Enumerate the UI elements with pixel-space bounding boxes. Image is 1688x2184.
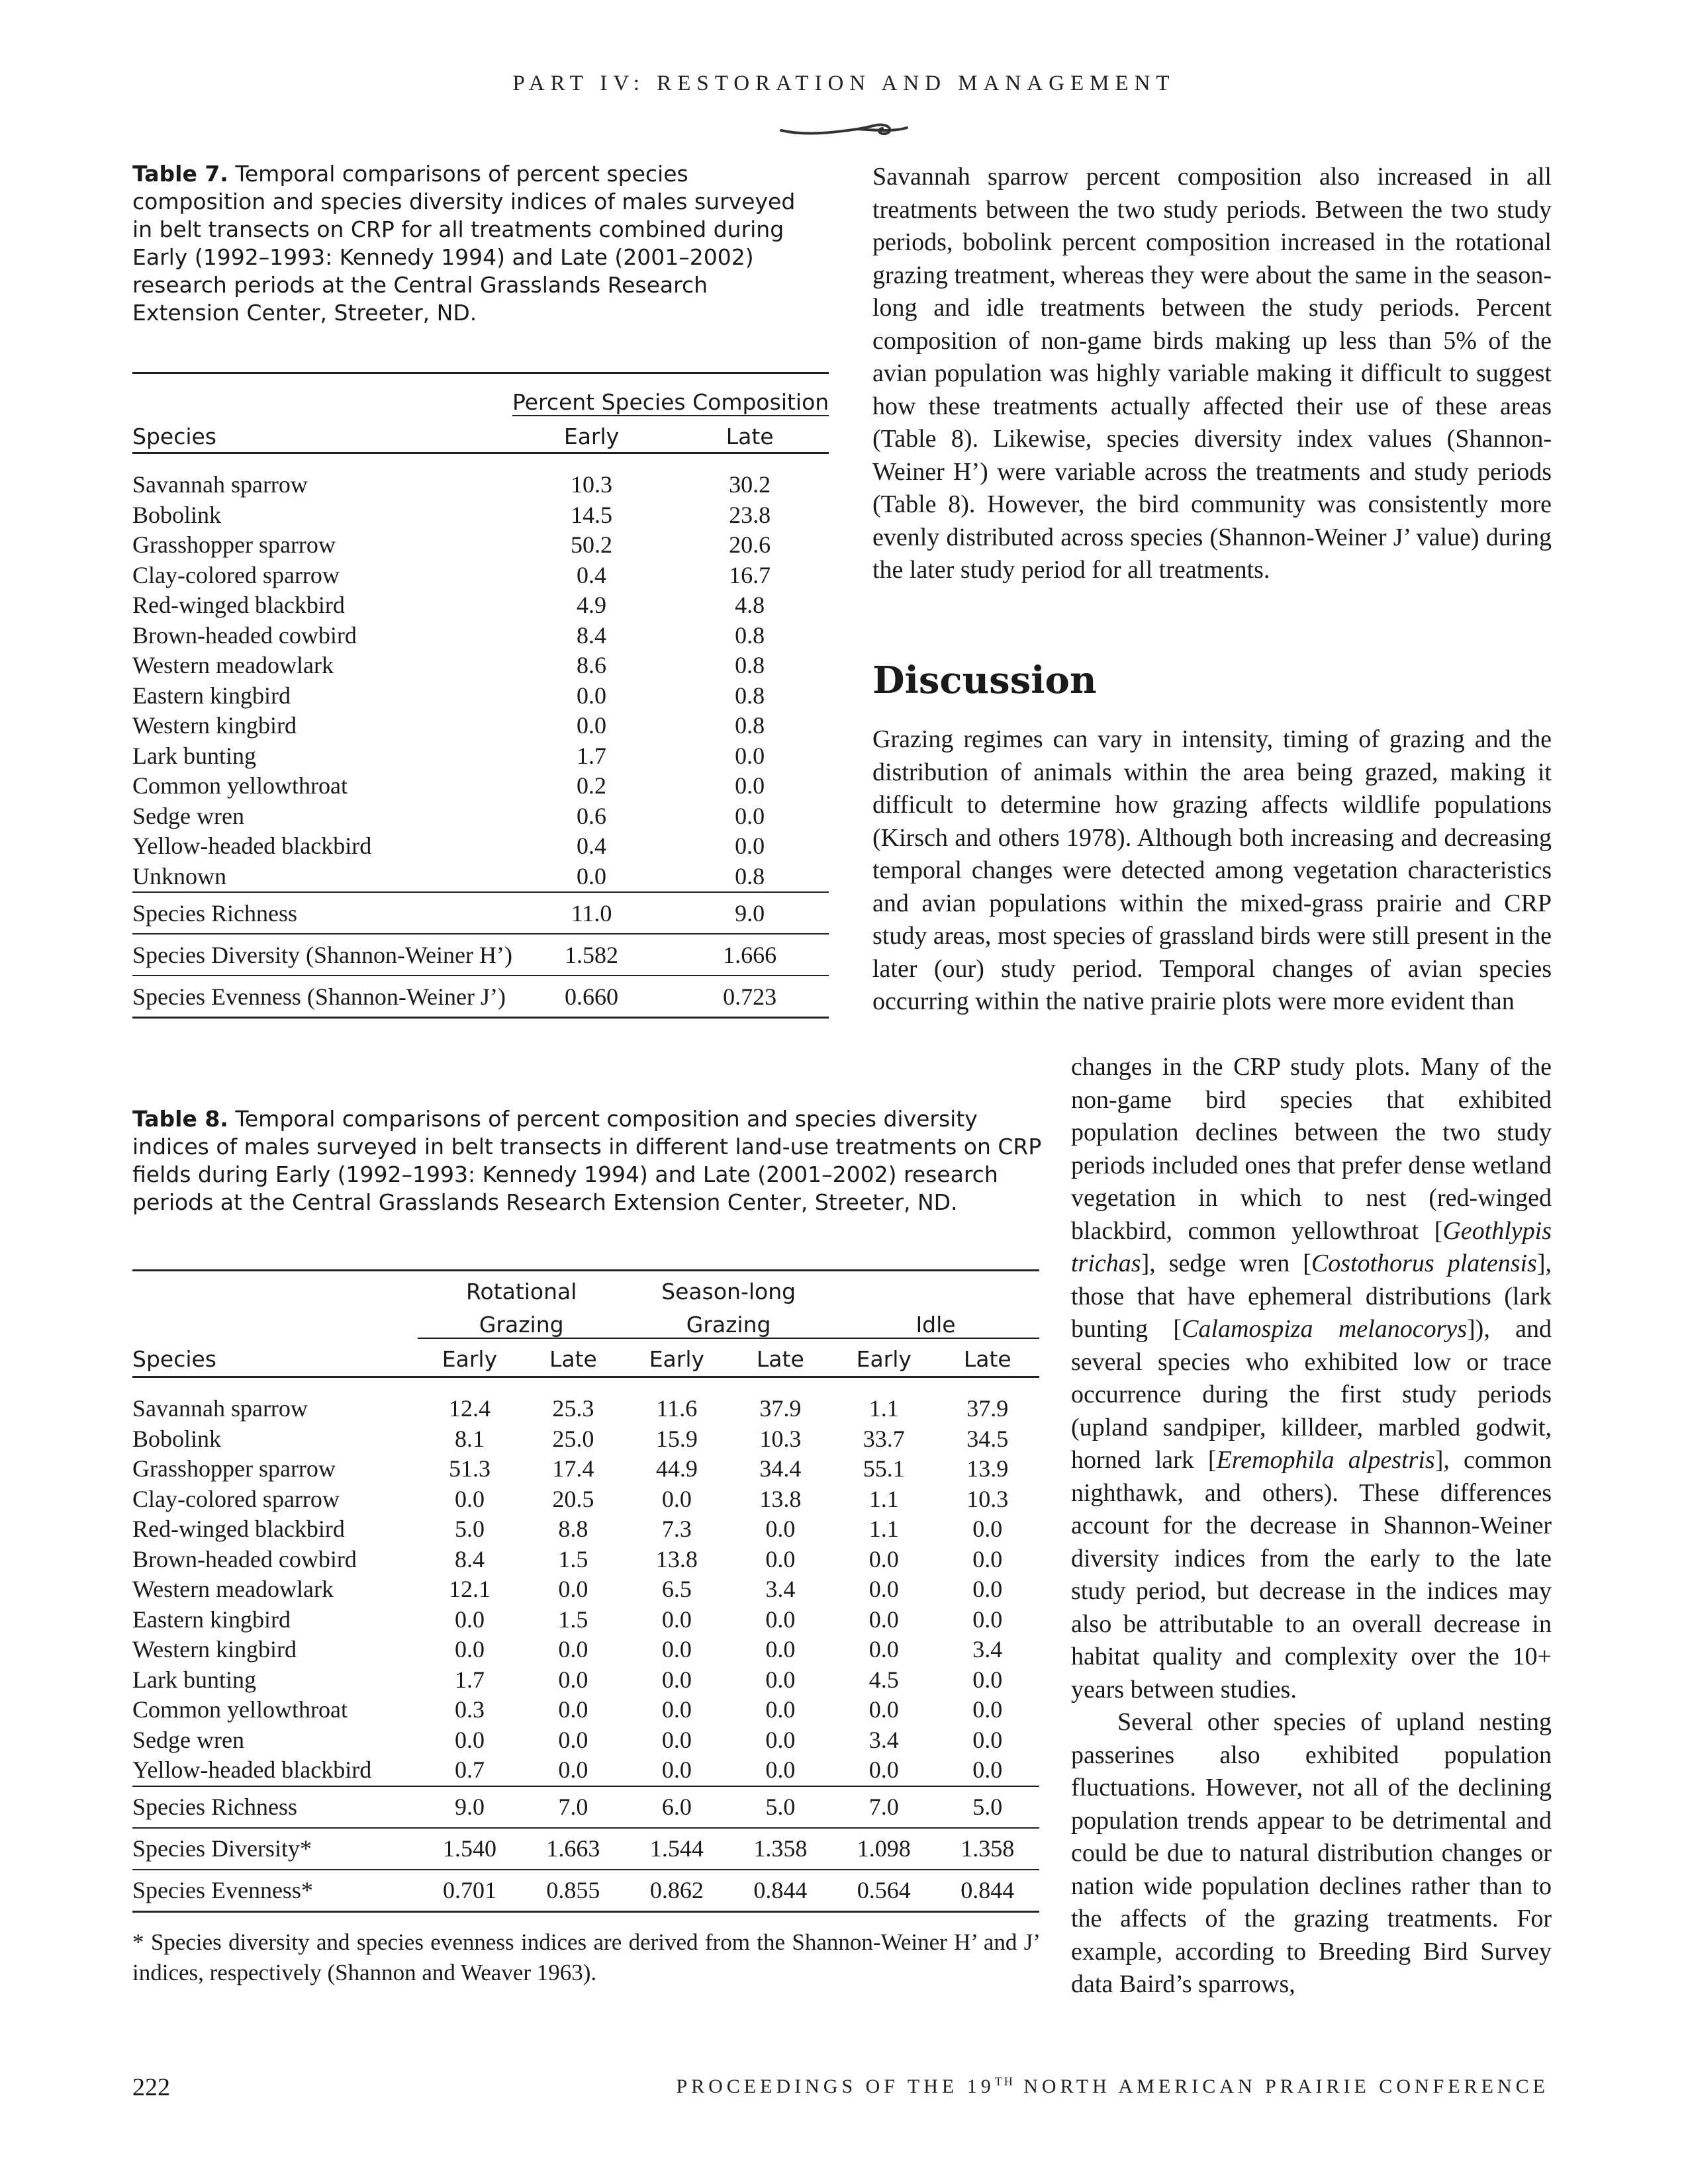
season-early-cell: 0.0 — [661, 1756, 692, 1783]
table-row — [132, 1484, 1039, 1515]
species-name-cell: Red-winged blackbird — [132, 1516, 345, 1542]
discussion-heading: Discussion — [872, 659, 1097, 702]
species-name-cell: Yellow-headed blackbird — [132, 833, 372, 859]
summary-row — [132, 1870, 1039, 1912]
rot-early-cell: 9.0 — [418, 1786, 521, 1828]
species-name-cell: Western meadowlark — [132, 1576, 334, 1602]
idle-early-cell: 1.098 — [832, 1828, 935, 1870]
season-late-cell: 10.3 — [759, 1425, 802, 1452]
table8-group-season-line1: Season-long — [661, 1279, 796, 1304]
summary-row — [132, 892, 829, 934]
table-row — [132, 1454, 1039, 1484]
late-value-cell: 0.0 — [735, 833, 765, 859]
idle-early-cell: 33.7 — [863, 1425, 905, 1452]
paragraph-2: Grazing regimes can vary in intensity, timing of grazing and the distribution of animals within the area being grazed, making it difficult to determine how grazing affects wildlife populations (Kirsch and others 1978). Although both increasing and decreasing temporal changes were detected among vegetation characteristics and avian populations within the mixed-grass prairie and CRP study areas, most species of grassland birds were still present in the later (our) study period. Temporal changes of avian species occurring within the native prairie plots were more evident than — [872, 725, 1552, 1015]
season-early-cell: 0.0 — [661, 1606, 692, 1633]
idle-late-cell: 0.0 — [972, 1545, 1003, 1572]
running-header: PART IV: RESTORATION AND MANAGEMENT — [512, 71, 1176, 95]
late-value-cell: 0.0 — [735, 742, 765, 769]
table-row — [132, 1665, 1039, 1696]
table8-group-idle: Idle — [832, 1304, 1039, 1338]
idle-late-cell: 37.9 — [966, 1395, 1009, 1422]
idle-early-cell: 1.1 — [868, 1516, 899, 1542]
table7-col-species: Species — [132, 416, 512, 453]
early-value-cell: 0.6 — [577, 802, 607, 829]
season-early-cell: 0.0 — [661, 1696, 692, 1723]
species-name-cell: Lark bunting — [132, 742, 256, 769]
table-row — [132, 741, 829, 772]
table-row — [132, 1424, 1039, 1455]
season-early-cell: 15.9 — [655, 1425, 698, 1452]
season-early-cell: 0.0 — [661, 1726, 692, 1753]
species-name-cell: Eastern kingbird — [132, 682, 291, 709]
season-late-cell: 34.4 — [759, 1455, 802, 1482]
idle-late-cell: 0.844 — [936, 1870, 1039, 1912]
rot-late-cell: 0.0 — [558, 1696, 588, 1723]
table-row — [132, 453, 829, 500]
table-row — [132, 1725, 1039, 1756]
discussion-paragraph-1 — [872, 723, 1552, 1019]
rot-late-cell: 0.0 — [558, 1636, 588, 1662]
idle-early-cell: 1.1 — [868, 1485, 899, 1512]
early-value-cell: 0.4 — [577, 561, 607, 588]
idle-early-cell: 3.4 — [868, 1726, 899, 1753]
late-value-cell: 0.0 — [735, 802, 765, 829]
idle-late-cell: 13.9 — [966, 1455, 1009, 1482]
summary-row — [132, 1786, 1039, 1828]
rot-early-cell: 0.0 — [454, 1485, 485, 1512]
late-value-cell: 0.8 — [735, 652, 765, 678]
late-value-cell: 0.8 — [735, 621, 765, 649]
species-name-cell: Common yellowthroat — [132, 772, 348, 799]
rot-late-cell: 20.5 — [552, 1485, 594, 1512]
early-value-cell: 4.9 — [577, 592, 607, 618]
p3-scientific-name-1: Geothlypis trichas — [1071, 1216, 1552, 1277]
table7-group-header: Percent Species Composition — [512, 373, 829, 416]
rot-late-cell: 0.0 — [558, 1726, 588, 1753]
table7 — [132, 372, 829, 1019]
season-early-cell: 44.9 — [655, 1455, 698, 1482]
season-late-cell: 1.358 — [729, 1828, 832, 1870]
rot-early-cell: 8.1 — [454, 1425, 485, 1452]
season-late-cell: 5.0 — [729, 1786, 832, 1828]
species-name-cell: Brown-headed cowbird — [132, 1545, 357, 1572]
idle-late-cell: 1.358 — [936, 1828, 1039, 1870]
page-number: 222 — [132, 2073, 170, 2101]
table-row — [132, 590, 829, 621]
season-early-cell: 1.544 — [625, 1828, 728, 1870]
early-value-cell: 8.4 — [577, 621, 607, 649]
table8-col-idle-early: Early — [832, 1338, 935, 1377]
rot-early-cell: 0.701 — [418, 1870, 521, 1912]
summary-label-cell: Species Diversity* — [132, 1828, 418, 1870]
table8-col-species: Species — [132, 1338, 418, 1377]
p3-scientific-name-2: Costothorus platensis — [1311, 1250, 1537, 1277]
idle-early-cell: 7.0 — [832, 1786, 935, 1828]
early-value-cell: 0.4 — [577, 833, 607, 859]
species-name-cell: Red-winged blackbird — [132, 592, 345, 618]
table-row — [132, 831, 829, 862]
table-row — [132, 621, 829, 651]
idle-late-cell: 3.4 — [972, 1636, 1003, 1662]
rot-early-cell: 0.7 — [454, 1756, 485, 1783]
idle-late-cell: 10.3 — [966, 1485, 1009, 1512]
early-value-cell: 50.2 — [571, 531, 613, 558]
discussion-heading-wrap — [872, 659, 1097, 702]
species-name-cell: Savannah sparrow — [132, 471, 308, 498]
early-value-cell: 14.5 — [571, 501, 613, 528]
late-value-cell: 1.666 — [671, 934, 829, 976]
table8 — [132, 1269, 1039, 1913]
species-name-cell: Savannah sparrow — [132, 1395, 308, 1422]
summary-label-cell: Species Richness — [132, 892, 512, 934]
p3-scientific-name-3: Calamospiza melanocorys — [1182, 1315, 1468, 1343]
idle-early-cell: 0.0 — [868, 1545, 899, 1572]
species-name-cell: Grasshopper sparrow — [132, 531, 336, 558]
table8-group-season-line2: Grazing — [625, 1304, 832, 1338]
rot-late-cell: 0.0 — [558, 1666, 588, 1693]
table8-caption-text: Temporal comparisons of percent composition and species diversity indices of males surveyed in belt transects in different land-use treatments on CRP fields during Early (1992–1993: Kennedy 1994) and Late (2001–2002) research periods at the Central Grasslands Research Extension Center, Streeter, ND. — [132, 1106, 1042, 1215]
season-late-cell: 0.0 — [765, 1666, 796, 1693]
summary-label-cell: Species Evenness* — [132, 1870, 418, 1912]
idle-late-cell: 0.0 — [972, 1576, 1003, 1602]
idle-late-cell: 34.5 — [966, 1425, 1009, 1452]
late-value-cell: 0.8 — [735, 712, 765, 739]
late-value-cell: 9.0 — [671, 892, 829, 934]
table7-col-late: Late — [671, 416, 829, 453]
rot-early-cell: 1.7 — [454, 1666, 485, 1693]
idle-early-cell: 55.1 — [863, 1455, 905, 1482]
early-value-cell: 11.0 — [512, 892, 671, 934]
species-name-cell: Unknown — [132, 862, 226, 889]
table-row — [132, 1545, 1039, 1575]
species-name-cell: Sedge wren — [132, 1726, 244, 1753]
species-name-cell: Brown-headed cowbird — [132, 621, 357, 649]
rot-late-cell: 7.0 — [522, 1786, 625, 1828]
table-row — [132, 862, 829, 893]
p3-text-e: ], common nighthawk, and others). These differences account for the decrease in Shannon-Weiner diversity indices from the early to the late study period, but decrease in the indices may also be attributable to an overall decrease in habitat quality and complexity over the 10+ years between studies. — [1071, 1446, 1552, 1704]
table-row — [132, 1605, 1039, 1635]
table8-group-rotational-line2: Grazing — [418, 1304, 625, 1338]
season-early-cell: 6.5 — [661, 1576, 692, 1602]
summary-label-cell: Species Richness — [132, 1786, 418, 1828]
summary-row — [132, 1828, 1039, 1870]
idle-early-cell: 4.5 — [868, 1666, 899, 1693]
season-late-cell: 0.0 — [765, 1726, 796, 1753]
species-name-cell: Grasshopper sparrow — [132, 1455, 336, 1482]
early-value-cell: 1.7 — [577, 742, 607, 769]
table-row — [132, 1574, 1039, 1605]
p3-text-b: ], sedge wren [ — [1141, 1250, 1311, 1277]
season-early-cell: 0.0 — [661, 1636, 692, 1662]
table8-footnote: * Species diversity and species evenness indices are derived from the Shannon-Weiner H’ and J’ indices, respectively (Shannon and Weaver 1963). — [132, 1929, 1041, 1985]
season-early-cell: 13.8 — [655, 1545, 698, 1572]
season-late-cell: 0.0 — [765, 1756, 796, 1783]
table-row — [132, 561, 829, 591]
table8-col-idle-late: Late — [936, 1338, 1039, 1377]
rot-early-cell: 1.540 — [418, 1828, 521, 1870]
species-name-cell: Sedge wren — [132, 802, 244, 829]
early-value-cell: 0.0 — [577, 862, 607, 889]
species-name-cell: Western kingbird — [132, 1636, 297, 1662]
rot-early-cell: 5.0 — [454, 1516, 485, 1542]
footer-superscript: TH — [994, 2075, 1015, 2088]
table-row — [132, 711, 829, 741]
paragraph-3 — [1071, 1051, 1552, 1706]
idle-early-cell: 0.564 — [832, 1870, 935, 1912]
idle-early-cell: 1.1 — [868, 1395, 899, 1422]
species-name-cell: Clay-colored sparrow — [132, 1485, 340, 1512]
rot-late-cell: 1.5 — [558, 1606, 588, 1633]
paragraph-1: Savannah sparrow percent composition also increased in all treatments between the two study periods. Between the two study periods, bobolink percent composition increased in the rotational grazing treatment, whereas they were about the same in the season-long and idle treatments between the study periods. Percent composition of non-game birds making up less than 5% of the avian population was highly variable making it difficult to suggest how these treatments actually affected their use of these areas (Table 8). Likewise, species diversity index values (Shannon-Weiner H’) were variable across the treatments and study periods (Table 8). However, the bird community was consistently more evenly distributed across species (Shannon-Weiner J’ value) during the later study period for all treatments. — [872, 163, 1552, 584]
season-late-cell: 37.9 — [759, 1395, 802, 1422]
species-name-cell: Western meadowlark — [132, 652, 334, 678]
season-early-cell: 7.3 — [661, 1516, 692, 1542]
paragraph-4: Several other species of upland nesting passerines also exhibited population fluctuations. However, not all of the declining population trends appear to be detrimental and could be due to natural distribution changes or nation wide population declines rather than to the affects of the grazing treatments. For example, according to Breeding Bird Survey data Baird’s sparrows, — [1071, 1708, 1552, 1998]
flourish-ornament-icon — [778, 116, 910, 142]
rot-early-cell: 0.0 — [454, 1636, 485, 1662]
species-name-cell: Yellow-headed blackbird — [132, 1756, 372, 1783]
table-row — [132, 1755, 1039, 1786]
species-name-cell: Eastern kingbird — [132, 1606, 291, 1633]
species-name-cell: Western kingbird — [132, 712, 297, 739]
late-value-cell: 30.2 — [729, 471, 771, 498]
summary-row — [132, 976, 829, 1018]
idle-early-cell: 0.0 — [868, 1636, 899, 1662]
table8-col-season-late: Late — [729, 1338, 832, 1377]
early-value-cell: 0.2 — [577, 772, 607, 799]
idle-late-cell: 0.0 — [972, 1606, 1003, 1633]
summary-row — [132, 934, 829, 976]
table8-group-rotational-line1: Rotational — [466, 1279, 577, 1304]
idle-late-cell: 0.0 — [972, 1696, 1003, 1723]
season-late-cell: 3.4 — [765, 1576, 796, 1602]
late-value-cell: 0.0 — [735, 772, 765, 799]
rot-late-cell: 1.5 — [558, 1545, 588, 1572]
season-late-cell: 0.0 — [765, 1545, 796, 1572]
table8-col-season-early: Early — [625, 1338, 728, 1377]
idle-early-cell: 0.0 — [868, 1576, 899, 1602]
season-early-cell: 6.0 — [625, 1786, 728, 1828]
table-row — [132, 651, 829, 681]
idle-early-cell: 0.0 — [868, 1696, 899, 1723]
idle-late-cell: 5.0 — [936, 1786, 1039, 1828]
table8-col-rot-early: Early — [418, 1338, 521, 1377]
species-name-cell: Bobolink — [132, 1425, 222, 1452]
table8-col-rot-late: Late — [522, 1338, 625, 1377]
early-value-cell: 1.582 — [512, 934, 671, 976]
late-value-cell: 16.7 — [729, 561, 771, 588]
rot-late-cell: 25.0 — [552, 1425, 594, 1452]
p3-text-c: ], those that have ephemeral distributions (lark bunting [ — [1071, 1250, 1552, 1343]
discussion-paragraph-2 — [1071, 1051, 1552, 2001]
rot-early-cell: 12.4 — [448, 1395, 491, 1422]
early-value-cell: 0.0 — [577, 712, 607, 739]
rot-early-cell: 12.1 — [448, 1576, 491, 1602]
p3-scientific-name-4: Eremophila alpestris — [1216, 1446, 1435, 1474]
table8-caption-label: Table 8. — [132, 1106, 228, 1132]
season-early-cell: 11.6 — [656, 1395, 698, 1422]
rot-late-cell: 25.3 — [552, 1395, 594, 1422]
season-late-cell: 0.0 — [765, 1606, 796, 1633]
table7-caption-label: Table 7. — [132, 161, 228, 187]
table-row — [132, 500, 829, 531]
rot-late-cell: 0.0 — [558, 1756, 588, 1783]
early-value-cell: 8.6 — [577, 652, 607, 678]
late-value-cell: 0.723 — [671, 976, 829, 1018]
rot-early-cell: 0.0 — [454, 1726, 485, 1753]
rot-late-cell: 1.663 — [522, 1828, 625, 1870]
idle-early-cell: 0.0 — [868, 1756, 899, 1783]
running-footer — [676, 2075, 1549, 2098]
table-row — [132, 530, 829, 561]
results-paragraph — [872, 161, 1552, 587]
late-value-cell: 23.8 — [729, 501, 771, 528]
late-value-cell: 20.6 — [729, 531, 771, 558]
season-early-cell: 0.0 — [661, 1485, 692, 1512]
early-value-cell: 0.0 — [577, 682, 607, 709]
summary-label-cell: Species Evenness (Shannon-Weiner J’) — [132, 976, 512, 1018]
rot-late-cell: 0.0 — [558, 1576, 588, 1602]
season-late-cell: 13.8 — [759, 1485, 802, 1512]
season-early-cell: 0.0 — [661, 1666, 692, 1693]
table8-caption — [132, 1105, 1046, 1216]
footer-text-post: NORTH AMERICAN PRAIRIE CONFERENCE — [1014, 2075, 1549, 2097]
season-late-cell: 0.0 — [765, 1696, 796, 1723]
table-row — [132, 771, 829, 801]
species-name-cell: Bobolink — [132, 501, 222, 528]
season-late-cell: 0.0 — [765, 1636, 796, 1662]
late-value-cell: 4.8 — [735, 592, 765, 618]
rot-early-cell: 8.4 — [454, 1545, 485, 1572]
late-value-cell: 0.8 — [735, 682, 765, 709]
rot-late-cell: 17.4 — [552, 1455, 594, 1482]
late-value-cell: 0.8 — [735, 862, 765, 889]
early-value-cell: 0.660 — [512, 976, 671, 1018]
table7-col-early: Early — [512, 416, 671, 453]
table-row — [132, 1695, 1039, 1725]
idle-late-cell: 0.0 — [972, 1666, 1003, 1693]
idle-early-cell: 0.0 — [868, 1606, 899, 1633]
rot-late-cell: 0.855 — [522, 1870, 625, 1912]
rot-early-cell: 51.3 — [448, 1455, 491, 1482]
season-late-cell: 0.0 — [765, 1516, 796, 1542]
early-value-cell: 10.3 — [571, 471, 613, 498]
rot-late-cell: 8.8 — [558, 1516, 588, 1542]
idle-late-cell: 0.0 — [972, 1726, 1003, 1753]
table7-caption-text: Temporal comparisons of percent species composition and species diversity indices of males surveyed in belt transects on CRP for all treatments combined during Early (1992–1993: Kennedy 1994) and Late (2001–2002) research periods at the Central Grasslands Research Extension Center, Streeter, ND. — [132, 161, 796, 326]
idle-late-cell: 0.0 — [972, 1516, 1003, 1542]
table-row — [132, 801, 829, 832]
rot-early-cell: 0.0 — [454, 1606, 485, 1633]
p3-text-d: ]), and several species who exhibited low or trace occurrence during the first study periods (upland sandpiper, killdeer, marbled godwit, horned lark [ — [1071, 1315, 1552, 1474]
summary-label-cell: Species Diversity (Shannon-Weiner H’) — [132, 934, 512, 976]
species-name-cell: Common yellowthroat — [132, 1696, 348, 1723]
table-row — [132, 1377, 1039, 1424]
p3-text-a: changes in the CRP study plots. Many of the non-game bird species that exhibited population declines between the two study periods included ones that prefer dense wetland vegetation in which to nest (red-winged blackbird, common yellowthroat [ — [1071, 1053, 1552, 1245]
table-row — [132, 681, 829, 711]
table7-caption — [132, 160, 814, 327]
table-row — [132, 1635, 1039, 1665]
species-name-cell: Lark bunting — [132, 1666, 256, 1693]
season-early-cell: 0.862 — [625, 1870, 728, 1912]
table-row — [132, 1514, 1039, 1545]
season-late-cell: 0.844 — [729, 1870, 832, 1912]
idle-late-cell: 0.0 — [972, 1756, 1003, 1783]
footer-text-pre: PROCEEDINGS OF THE 19 — [676, 2075, 995, 2097]
species-name-cell: Clay-colored sparrow — [132, 561, 340, 588]
rot-early-cell: 0.3 — [454, 1696, 485, 1723]
